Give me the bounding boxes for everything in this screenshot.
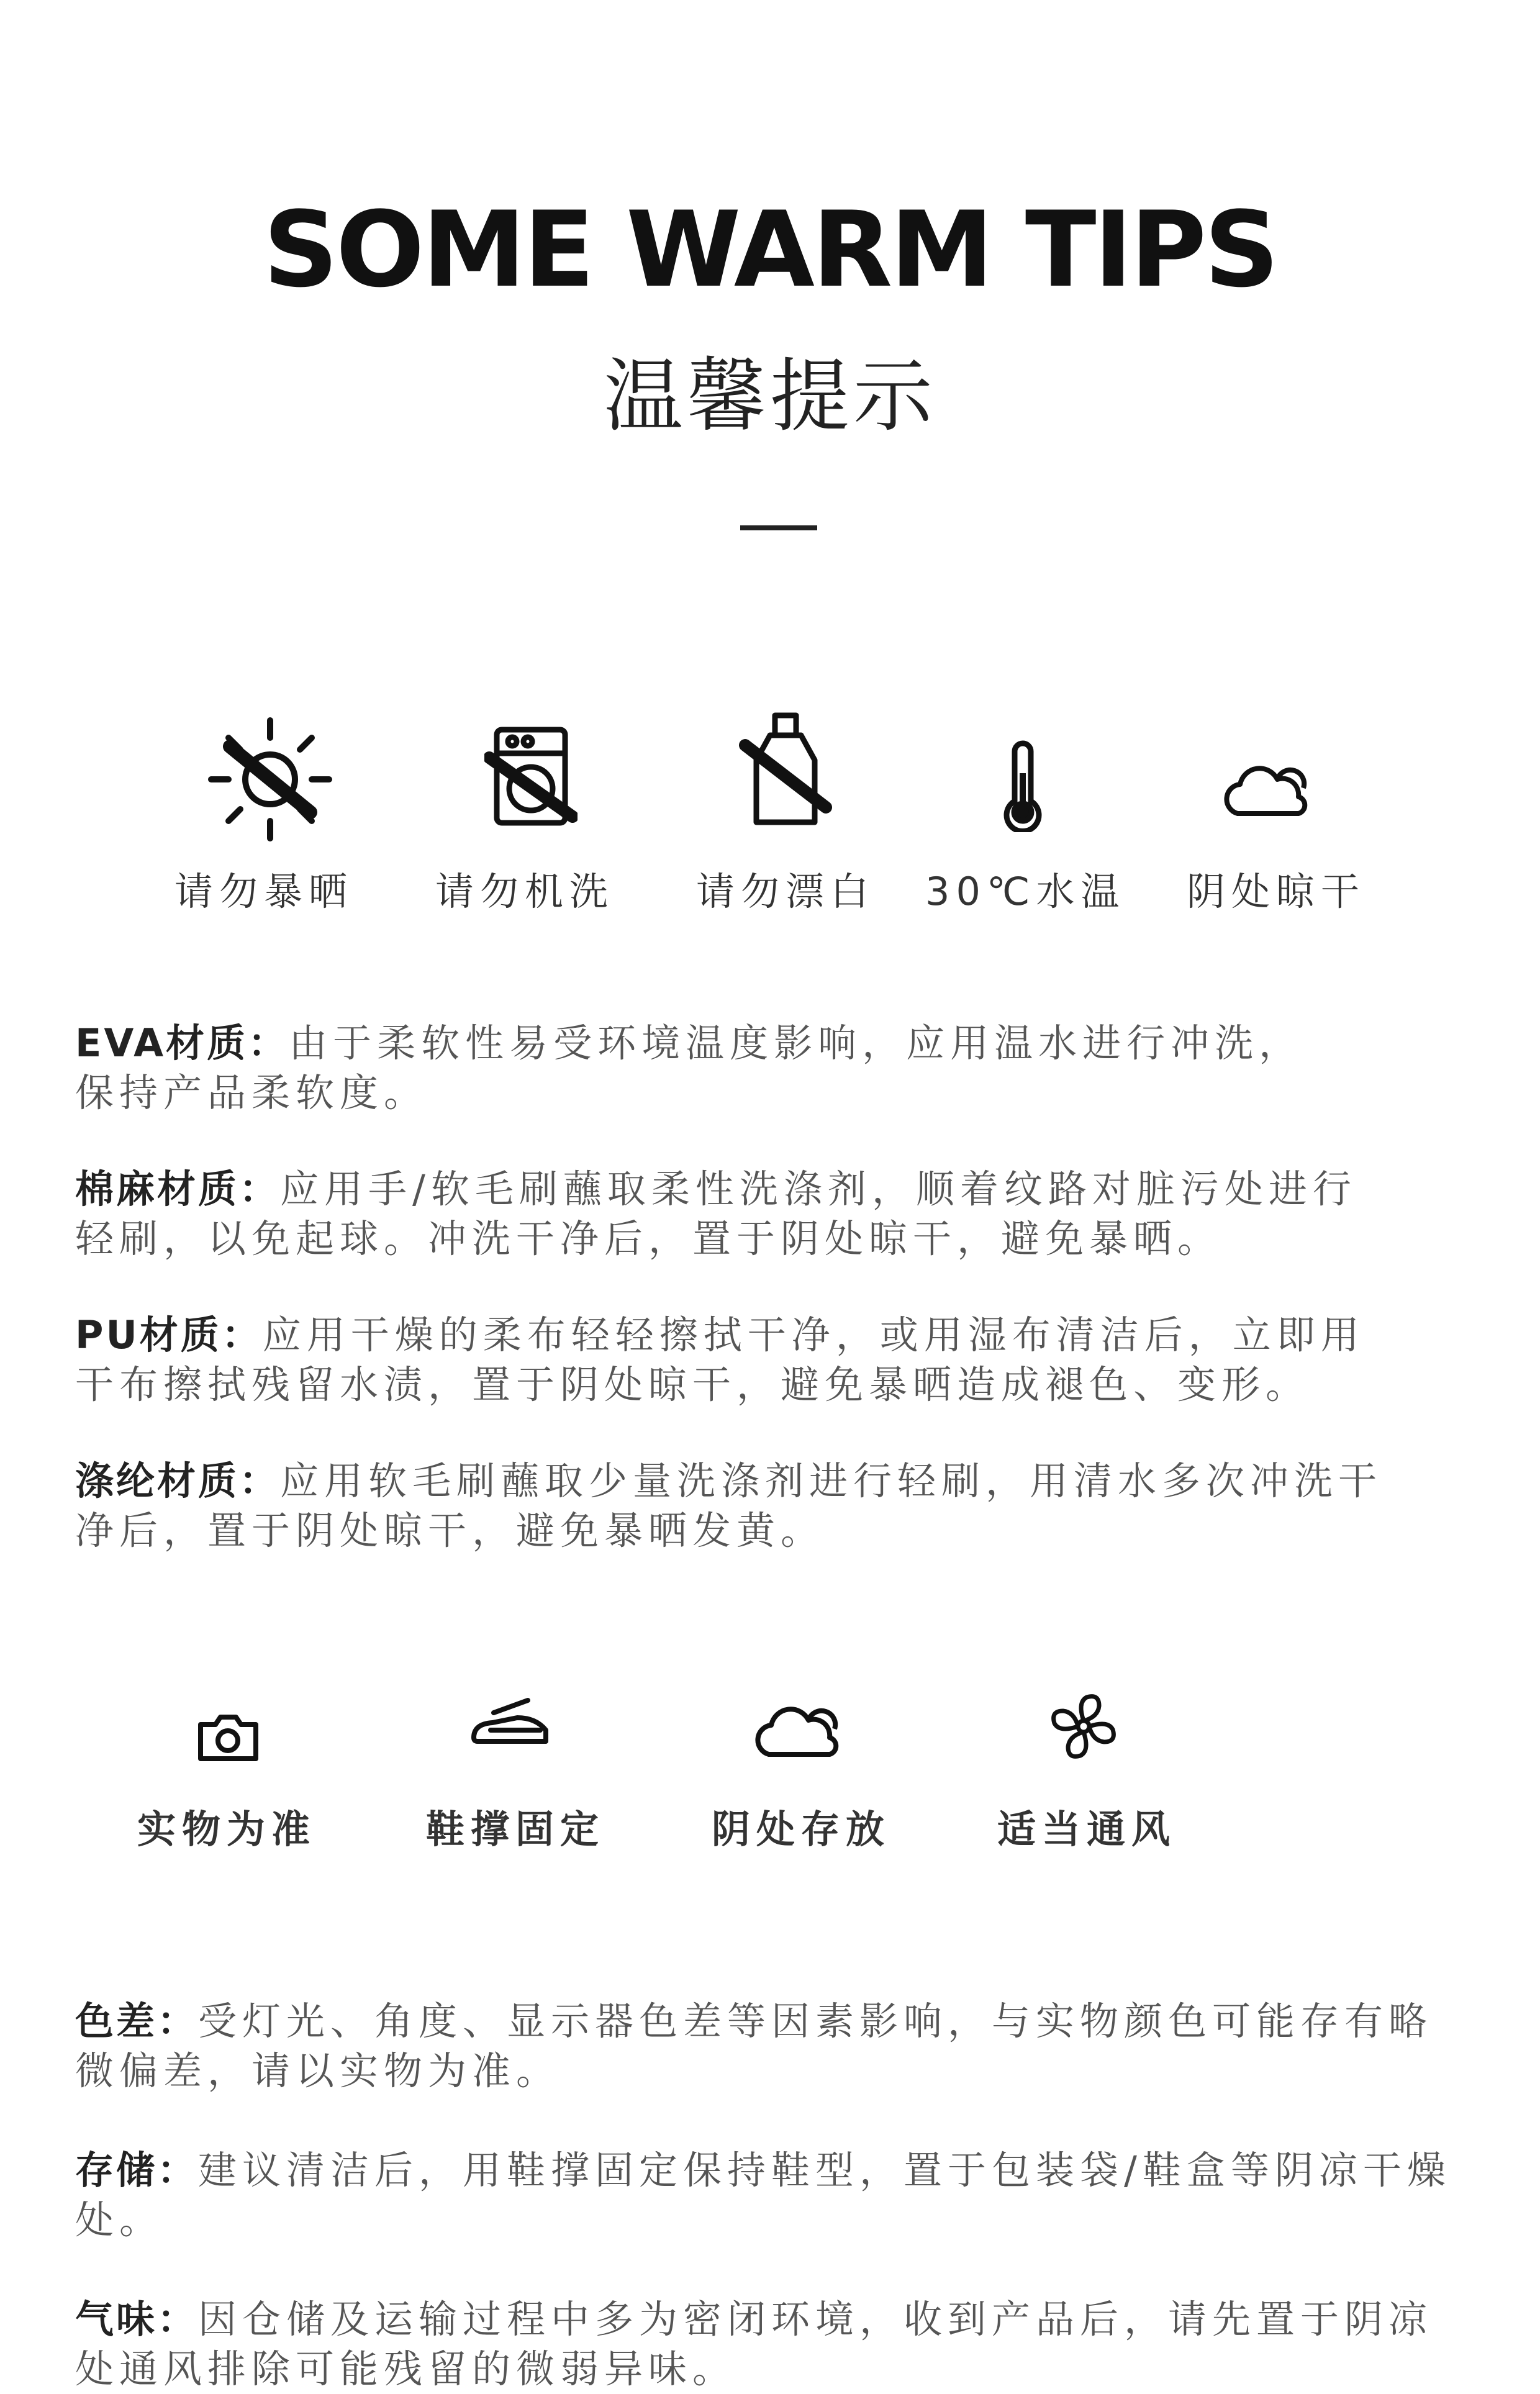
camera-icon — [196, 1711, 261, 1764]
care-label-no-bleach: 请勿漂白 — [695, 869, 875, 914]
note-text: 因仓储及运输过程中多为密闭环境，收到产品后，请先置于阴凉 — [198, 2297, 1433, 2342]
material-heading: PU材质： — [75, 1312, 263, 1358]
page-title-cn: 温馨提示 — [603, 350, 936, 443]
material-text: 由于柔软性易受环境温度影响，应用温水进行冲洗， — [289, 1020, 1303, 1066]
note-text: 处。 — [75, 2197, 164, 2242]
care-label-no-sun: 请勿暴晒 — [174, 869, 353, 914]
cloud-icon — [751, 1702, 845, 1761]
material-text: 净后，置于阴处晾干，避免暴晒发黄。 — [75, 1508, 825, 1553]
material-heading: 棉麻材质： — [75, 1166, 281, 1212]
material-text: 应用手/软毛刷蘸取柔性洗涤剂，顺着纹路对脏污处进行 — [280, 1166, 1357, 1212]
no-sun-icon — [205, 714, 335, 845]
note-storage — [75, 2146, 1479, 2245]
page-title-en: SOME WARM TIPS — [263, 189, 1277, 311]
note-heading: 气味： — [75, 2297, 199, 2342]
material-text: 干布擦拭残留水渍，置于阴处晾干，避免暴晒造成褪色、变形。 — [75, 1362, 1310, 1407]
storage-label-actual-product: 实物为准 — [137, 1807, 316, 1852]
note-text: 微偏差，请以实物为准。 — [75, 2048, 561, 2093]
material-heading: EVA材质： — [75, 1020, 289, 1066]
no-bleach-icon — [739, 708, 832, 832]
title-divider — [740, 525, 817, 530]
cloud-icon — [1220, 761, 1313, 820]
note-text: 处通风排除可能残留的微弱异味。 — [75, 2346, 737, 2392]
storage-label-shade-store: 阴处存放 — [711, 1807, 890, 1852]
care-label-shade-dry: 阴处晾干 — [1186, 869, 1366, 914]
note-heading: 存储： — [75, 2147, 199, 2193]
shoe-tree-icon — [469, 1694, 556, 1750]
storage-label-shoe-tree: 鞋撑固定 — [425, 1807, 605, 1852]
material-polyester — [75, 1456, 1479, 1556]
care-label-water-temp: 30℃水温 — [925, 869, 1126, 914]
material-text: 轻刷，以免起球。冲洗干净后，置于阴处晾干，避免暴晒。 — [75, 1216, 1222, 1261]
thermometer-icon — [1001, 739, 1044, 832]
note-color-difference — [75, 1997, 1479, 2096]
note-text: 受灯光、角度、显示器色差等因素影响，与实物颜色可能存有略 — [198, 1998, 1433, 2044]
no-machine-wash-icon — [484, 723, 578, 829]
material-heading: 涤纶材质： — [75, 1458, 281, 1503]
note-heading: 色差： — [75, 1998, 199, 2044]
material-pu — [75, 1310, 1479, 1410]
note-text: 建议清洁后，用鞋撑固定保持鞋型，置于包装袋/鞋盒等阴凉干燥 — [198, 2147, 1451, 2193]
material-cotton-linen — [75, 1164, 1479, 1264]
material-eva — [75, 1018, 1479, 1118]
material-text: 应用软毛刷蘸取少量洗涤剂进行轻刷，用清水多次冲洗干 — [280, 1458, 1383, 1503]
care-label-no-machine-wash: 请勿机洗 — [435, 869, 614, 914]
storage-label-ventilate: 适当通风 — [997, 1807, 1176, 1852]
note-odor — [75, 2295, 1479, 2394]
material-text: 应用干燥的柔布轻轻擦拭干净，或用湿布清洁后，立即用 — [262, 1312, 1365, 1358]
material-text: 保持产品柔软度。 — [75, 1070, 428, 1115]
fan-icon — [1049, 1692, 1118, 1761]
